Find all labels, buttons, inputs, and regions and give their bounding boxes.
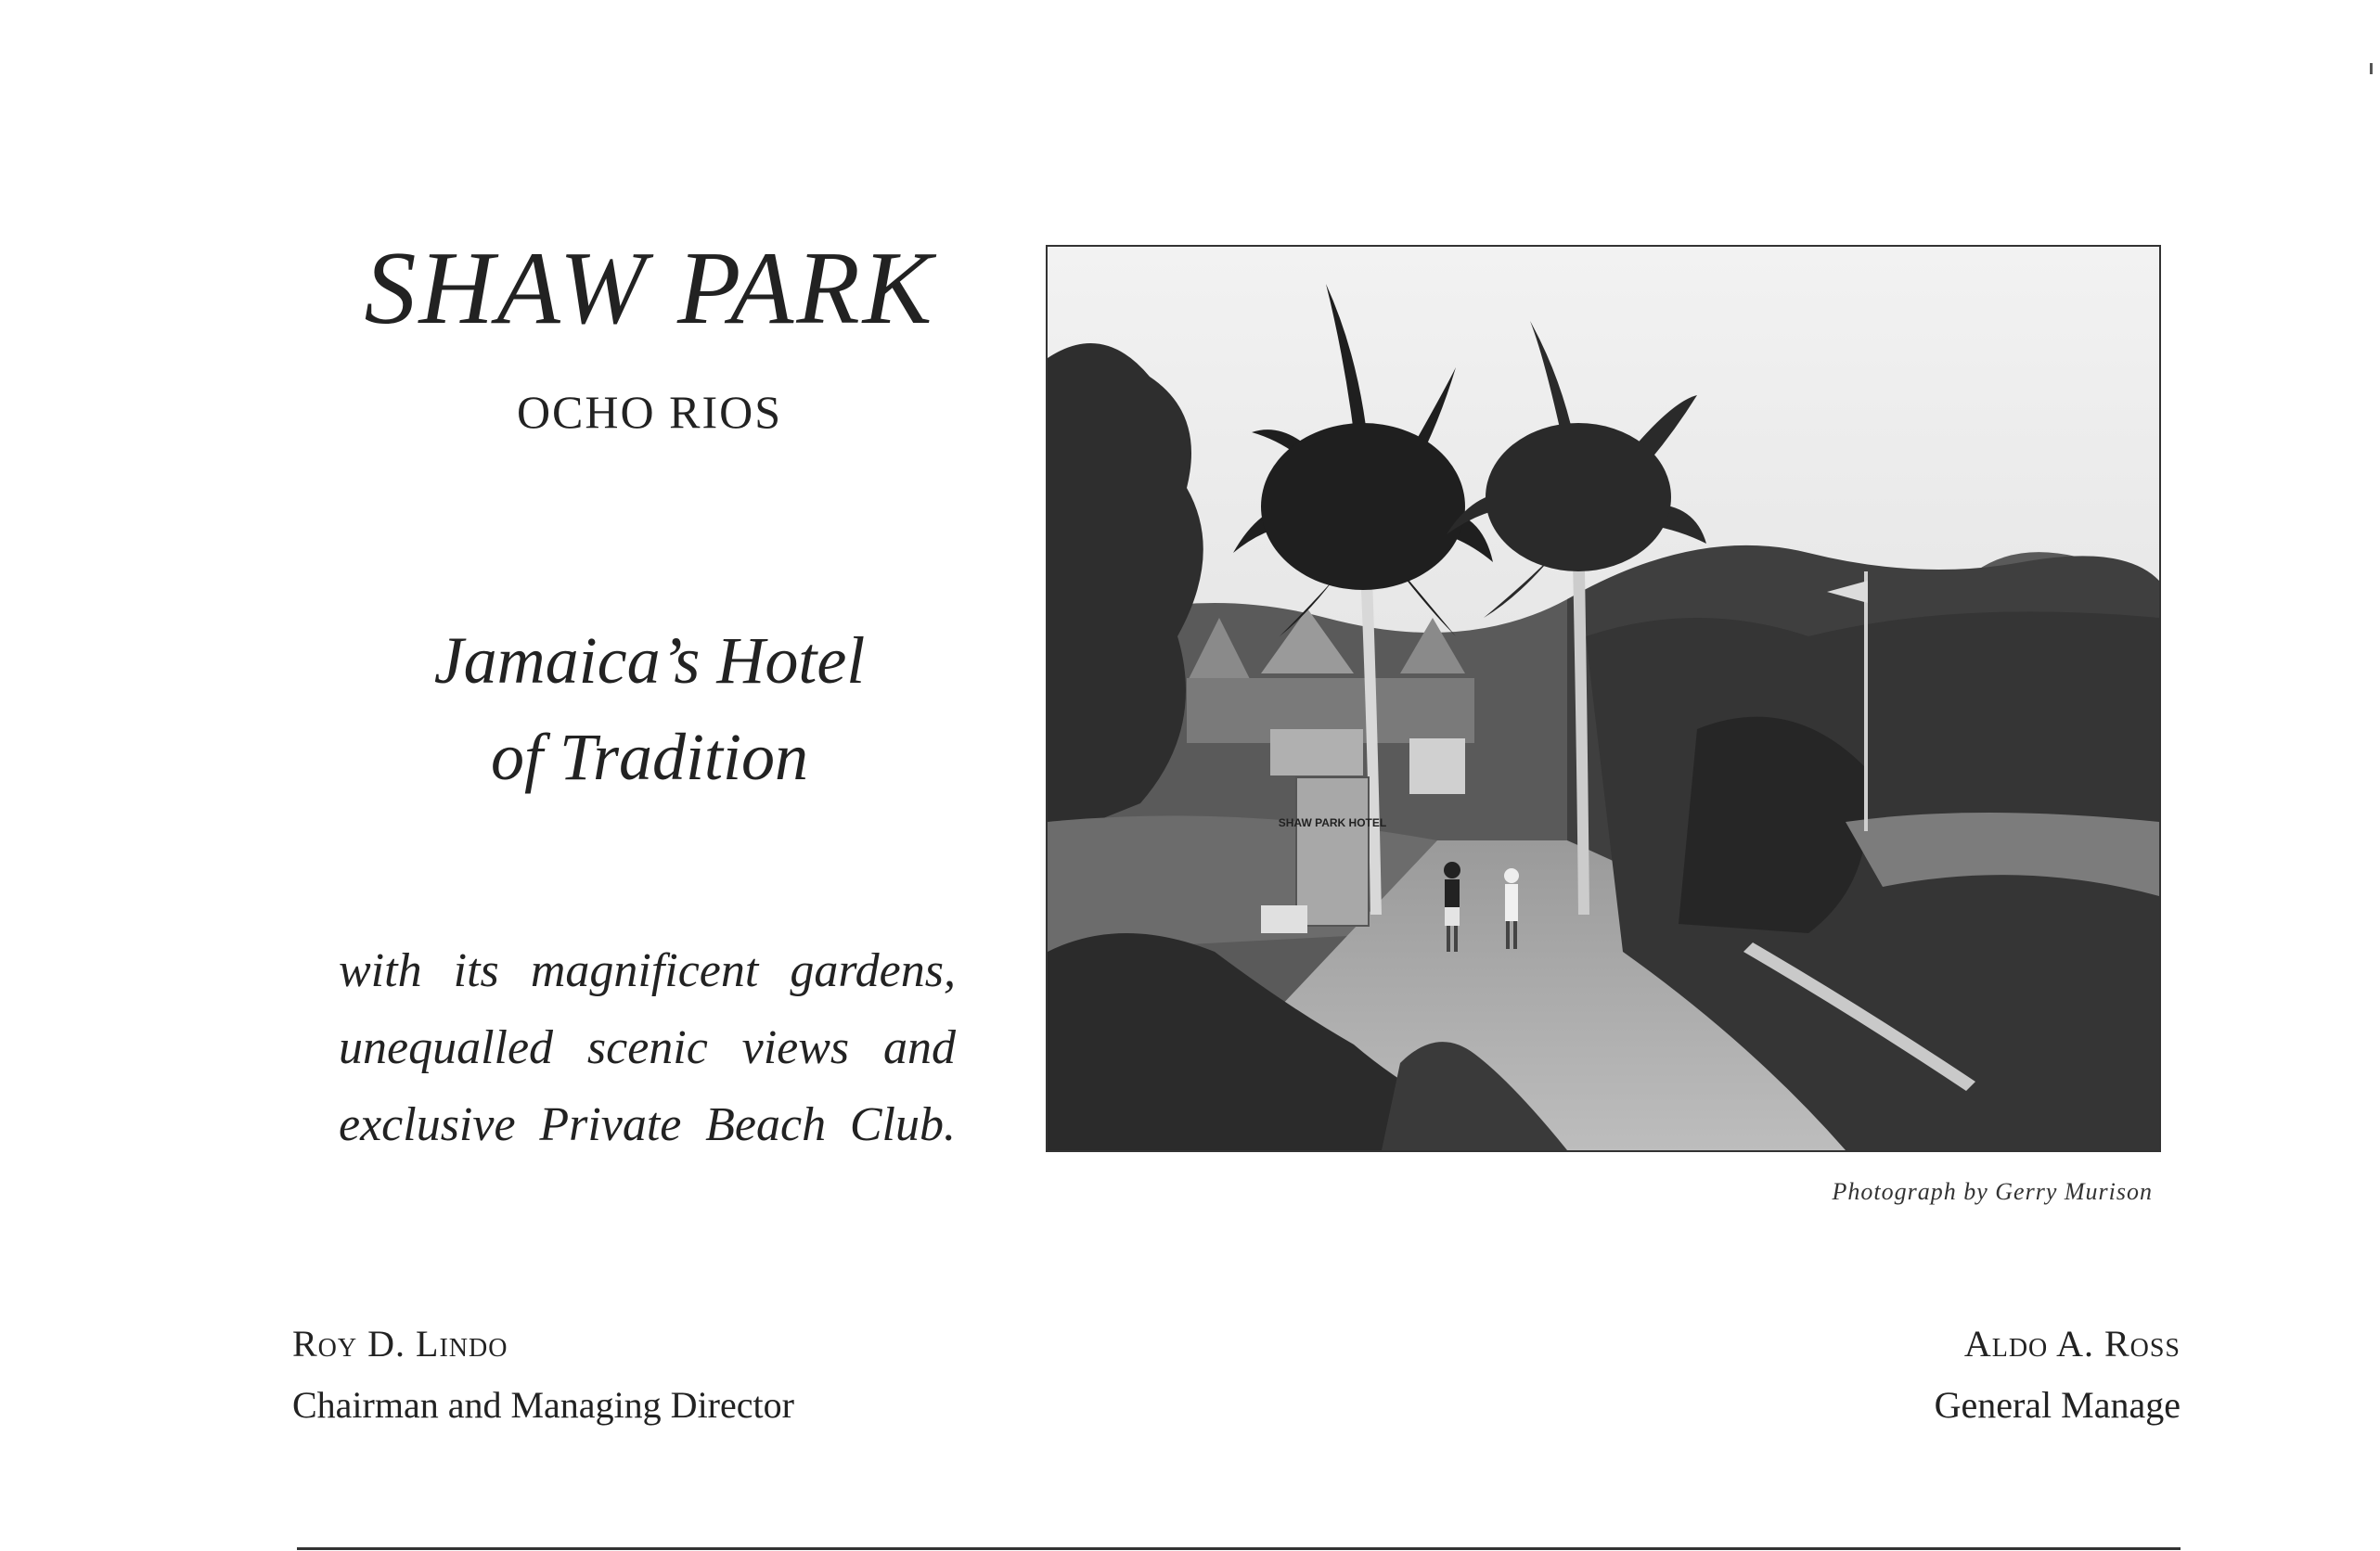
description-line-3: exclusive Private Beach Club. xyxy=(339,1098,956,1151)
chairman-name: Roy D. Lindo xyxy=(292,1323,508,1365)
person-manager xyxy=(1819,1314,2181,1436)
chairman-role: Chairman and Managing Director xyxy=(292,1384,794,1426)
photo-credit: Photograph by Gerry Murison xyxy=(1832,1178,2153,1205)
description-line-1: with its magnificent gardens, xyxy=(339,944,956,997)
description xyxy=(339,932,956,1163)
tagline-line-2: of Tradition xyxy=(490,720,809,794)
tagline xyxy=(315,612,984,805)
manager-role: General Manage xyxy=(1934,1384,2181,1426)
gate-sign-text: SHAW PARK HOTEL xyxy=(1278,816,1387,829)
hotel-location: OCHO RIOS xyxy=(516,386,783,438)
hotel-title: SHAW PARK xyxy=(364,231,935,346)
hotel-entrance-photo xyxy=(1046,245,2161,1152)
person-chairman xyxy=(292,1314,794,1436)
description-line-2: unequalled scenic views and xyxy=(339,1021,956,1074)
hotel-entrance-illustration xyxy=(1048,247,2159,1150)
tagline-line-1: Jamaica’s Hotel xyxy=(433,623,866,698)
edge-mark xyxy=(2370,63,2373,74)
manager-name: Aldo A. Ross xyxy=(1963,1323,2181,1365)
bottom-rule xyxy=(297,1547,2181,1550)
